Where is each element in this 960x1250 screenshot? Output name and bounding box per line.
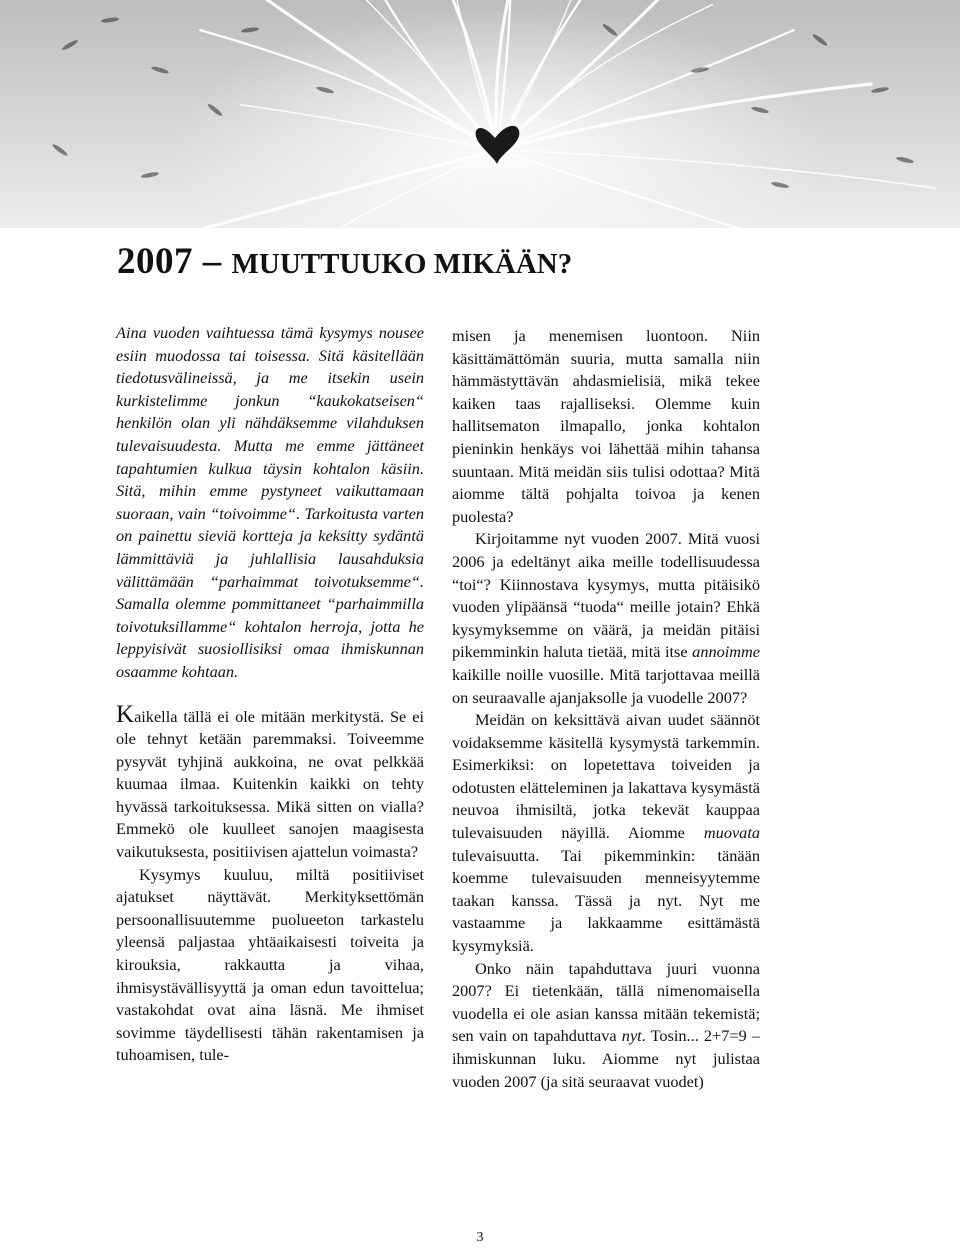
body-paragraph: misen ja menemisen luontoon. Niin käsittämättömän suuria, mutta samalla niin hämmästyttävän ahdasmielisiä, mikä tekee kaiken taas rajalliseksi. Olemme kuin hallitsematon ilmapallo, jonka kohtalon pieninkin henkäys voi lähettää mihin tahansa suuntaan. Mitä meidän siis tulisi odottaa? Mitä aiomme tältä pohjalta toivoa ja kenen puolesta? [452,326,760,526]
paragraph-text: Onko näin tapahduttava juuri vuonna 2007? Ei tietenkään, tällä nimenomaisella vuodella ei ole asian kanssa mitään tekemistä; sen vain on tapahduttava [452,958,760,1046]
title-dash: – [193,241,232,282]
title-text: MUUTTUUKO MIKÄÄN? [231,248,573,280]
emphasis-text: muovata [703,823,760,843]
paragraph-text: Kirjoitamme nyt vuoden 2007. Mitä vuosi 2006 ja edeltänyt aika meille todellisuudessa “toi“? Kiinnostava kysymys, mutta pitäisikö vuoden ylipäänsä “tuoda“ meille jotain? Ehkä kysymyksemme on väärä, ja meidän pitäisi pikemminkin haluta tietää, mitä itse [452,529,760,662]
column-left [116,322,424,1067]
body-paragraph [452,528,760,709]
body-paragraph [116,700,424,864]
header-plant-photo [0,0,960,228]
body-paragraph [452,709,760,958]
title-year: 2007 [117,241,193,282]
emphasis-text: annoimme [692,642,760,662]
paragraph-text: aikella tällä ei ole mitään merkitystä. Se ei ole tehnyt ketään paremmaksi. Toiveemme pysyvät tyhjinä aukkoina, ne ovat pelkkää kuumaa ilmaa. Kuitenkin kaikki on tehty hyvässä tarkoituksessa. Mikä sitten on vialla? Emmekö ole kuulleet sanojen maagisesta vaikutuksesta, positiivisen ajattelun voimasta? [116,706,424,862]
page-number: 3 [476,1230,484,1245]
intro-paragraph: Aina vuoden vaihtuessa tämä kysymys nousee esiin muodossa tai toisessa. Sitä käsitellään tiedotusvälineissä, ja me itsekin usein kurkistelimme jonkun “kaukokatseisen“ henkilön olan yli nähdäksemme vilahduksen tulevaisuudesta. Mutta me emme jättäneet tapahtumien kulkua täysin kohtalon käsiin. Sitä, mihin emme pystyneet vaikuttamaan suoraan, vain “toivoimme“. Tarkoitusta varten on painettu sieviä kortteja ja keksitty sydäntä lämmittäviä ja juhlallisia lausahduksia välittämään “parhaimmat toivotuksemme“. Samalla olemme pommittaneet “parhaimmilla toivotuksillamme“ kohtalon herroja, jotta he leppyisivät suosiollisiksi omaa ihmiskunnan osaamme kohtaan. [116,323,424,681]
body-paragraph [452,958,760,1094]
paragraph-text: kaikille noille vuosille. Mitä tarjottavaa meillä on seuraavalle ajanjaksolle ja vuodelle 2007? [452,664,760,707]
paragraph-text: . Tosin... 2+7=9 – ihmiskunnan luku. Aiomme nyt julistaa vuoden 2007 (ja sitä seuraavat vuodet) [452,1026,760,1091]
body-paragraph: Kysymys kuuluu, miltä positiiviset ajatukset näyttävät. Merkityksettömän persoonallisuutemme puolueeton tarkastelu yleensä paljastaa yhtäaikaisesti toiveita ja kirouksia, rakkautta ja vihaa, ihmisystävällisyyttä ja oman edun tavoittelua; vastakohdat ovat aina läsnä. Me ihmiset sovimme täydellisesti tähän rakentamisen ja tuhoamisen, tule- [116,864,424,1065]
emphasis-text: nyt [621,1026,642,1046]
column-right [452,325,760,1093]
paragraph-text: Meidän on keksittävä aivan uudet säännöt voidaksemme käsitellä kysymystä tarkemmin. Esimerkiksi: on lopetettava toiveiden ja odotusten elätteleminen ja lakattava kysymästä neuvoa ihmisiltä, jotka tekevät kauppaa tulevaisuuden näyillä. Aiomme [452,710,760,843]
article-title [117,240,572,283]
drop-cap: K [116,700,135,728]
paragraph-text: tulevaisuutta. Tai pikemminkin: tänään koemme tulevaisuuden menneisyytemme taakan kanssa. Tässä ja nyt. Nyt me vastaamme ja lakkaamme esittämästä kysymyksiä. [452,845,760,956]
